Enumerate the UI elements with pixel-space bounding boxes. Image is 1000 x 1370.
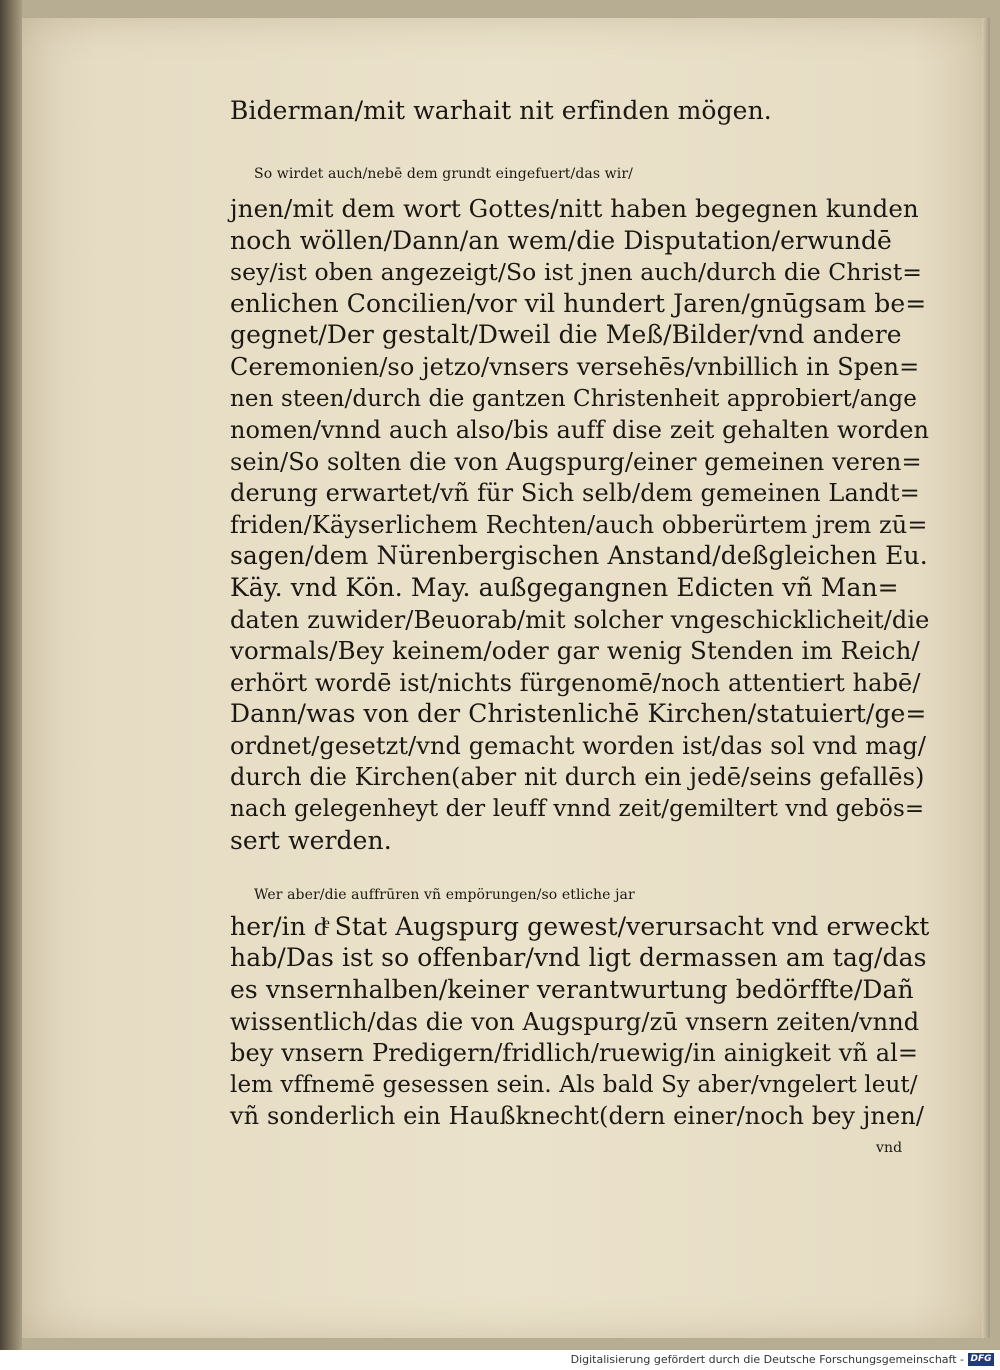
text-line: es vnsernhalben/keiner verantwurtung bedörffte/Dañ bbox=[230, 975, 914, 1004]
text-line: daten zuwider/Beuorab/mit solcher vngeschicklicheit/die bbox=[230, 606, 930, 634]
text-line: So wirdet auch/nebē dem grundt eingefuert/das wir/ bbox=[254, 166, 633, 182]
text-line: nen steen/durch die gantzen Christenheit approbiert/ange bbox=[230, 386, 917, 412]
text-line: jnen/mit dem wort Gottes/nitt haben begegnen kunden bbox=[230, 194, 919, 223]
text-line: Wer aber/die auffrūren vñ empörungen/so etliche jar bbox=[254, 887, 635, 903]
text-line: vñ sonderlich ein Haußknecht(dern einer/noch bey jnen/ bbox=[230, 1102, 925, 1130]
header-line: Biderman/mit warhait nit erfinden mögen. bbox=[230, 96, 772, 125]
text-line: erhört wordē ist/nichts fürgenomē/noch attentiert habē/ bbox=[230, 669, 921, 697]
text-line: derung erwartet/vñ für Sich selb/dem gemeinen Landt= bbox=[230, 479, 920, 507]
text-line: sey/ist oben angezeigt/So ist jnen auch/durch die Christ= bbox=[230, 258, 923, 286]
text-line: ordnet/gesetzt/vnd gemacht worden ist/das sol vnd mag/ bbox=[230, 732, 927, 760]
text-line: friden/Käyserlichem Rechten/auch obberürtem jrem zū= bbox=[230, 511, 928, 539]
dfg-logo-icon[interactable]: DFG bbox=[968, 1353, 994, 1366]
footer-credit: Digitalisierung gefördert durch die Deutsche Forschungsgemeinschaft - bbox=[570, 1353, 964, 1366]
text-line: Dann/was von der Christenlichē Kirchen/statuiert/ge= bbox=[230, 699, 927, 728]
text-line: sein/So solten die von Augspurg/einer gemeinen veren= bbox=[230, 448, 922, 476]
text-line: nomen/vnnd auch also/bis auff dise zeit gehalten worden bbox=[230, 416, 930, 444]
text-line: sagen/dem Nürenbergischen Anstand/deßgleichen Eu. bbox=[230, 541, 928, 570]
text-line: bey vnsern Predigern/fridlich/ruewig/in ainigkeit vñ al= bbox=[230, 1039, 919, 1067]
text-line: Käy. vnd Kön. May. außgegangnen Edicten vñ Man= bbox=[230, 573, 899, 602]
text-line: Ceremonien/so jetzo/vnsers versehēs/vnbillich in Spen= bbox=[230, 353, 920, 381]
text-line: vormals/Bey keinem/oder gar wenig Stenden im Reich/ bbox=[230, 636, 920, 665]
catchword: vnd bbox=[876, 1140, 903, 1156]
text-line: her/in dͤ Stat Augspurg gewest/verursacht vnd erweckt bbox=[230, 912, 930, 941]
text-line: enlichen Concilien/vor vil hundert Jaren/gnūgsam be= bbox=[230, 289, 927, 318]
text-line: hab/Das ist so offenbar/vnd ligt dermassen am tag/das bbox=[230, 943, 927, 972]
text-line: lem vffnemē gesessen sein. Als bald Sy aber/vngelert leut/ bbox=[230, 1072, 918, 1098]
book-binding-edge bbox=[0, 0, 22, 1350]
text-line: durch die Kirchen(aber nit durch ein jedē/seins gefallēs) bbox=[230, 763, 925, 791]
text-line: nach gelegenheyt der leuff vnnd zeit/gemiltert vnd gebös= bbox=[230, 796, 925, 822]
text-line: gegnet/Der gestalt/Dweil die Meß/Bilder/vnd andere bbox=[230, 320, 902, 349]
text-line: wissentlich/das die von Augspurg/zū vnsern zeiten/vnnd bbox=[230, 1008, 920, 1036]
text-line: sert werden. bbox=[230, 826, 392, 855]
text-line: noch wöllen/Dann/an wem/die Disputation/erwundē bbox=[230, 226, 892, 255]
footer-bar bbox=[0, 1350, 1000, 1370]
page-edge bbox=[982, 18, 990, 1338]
